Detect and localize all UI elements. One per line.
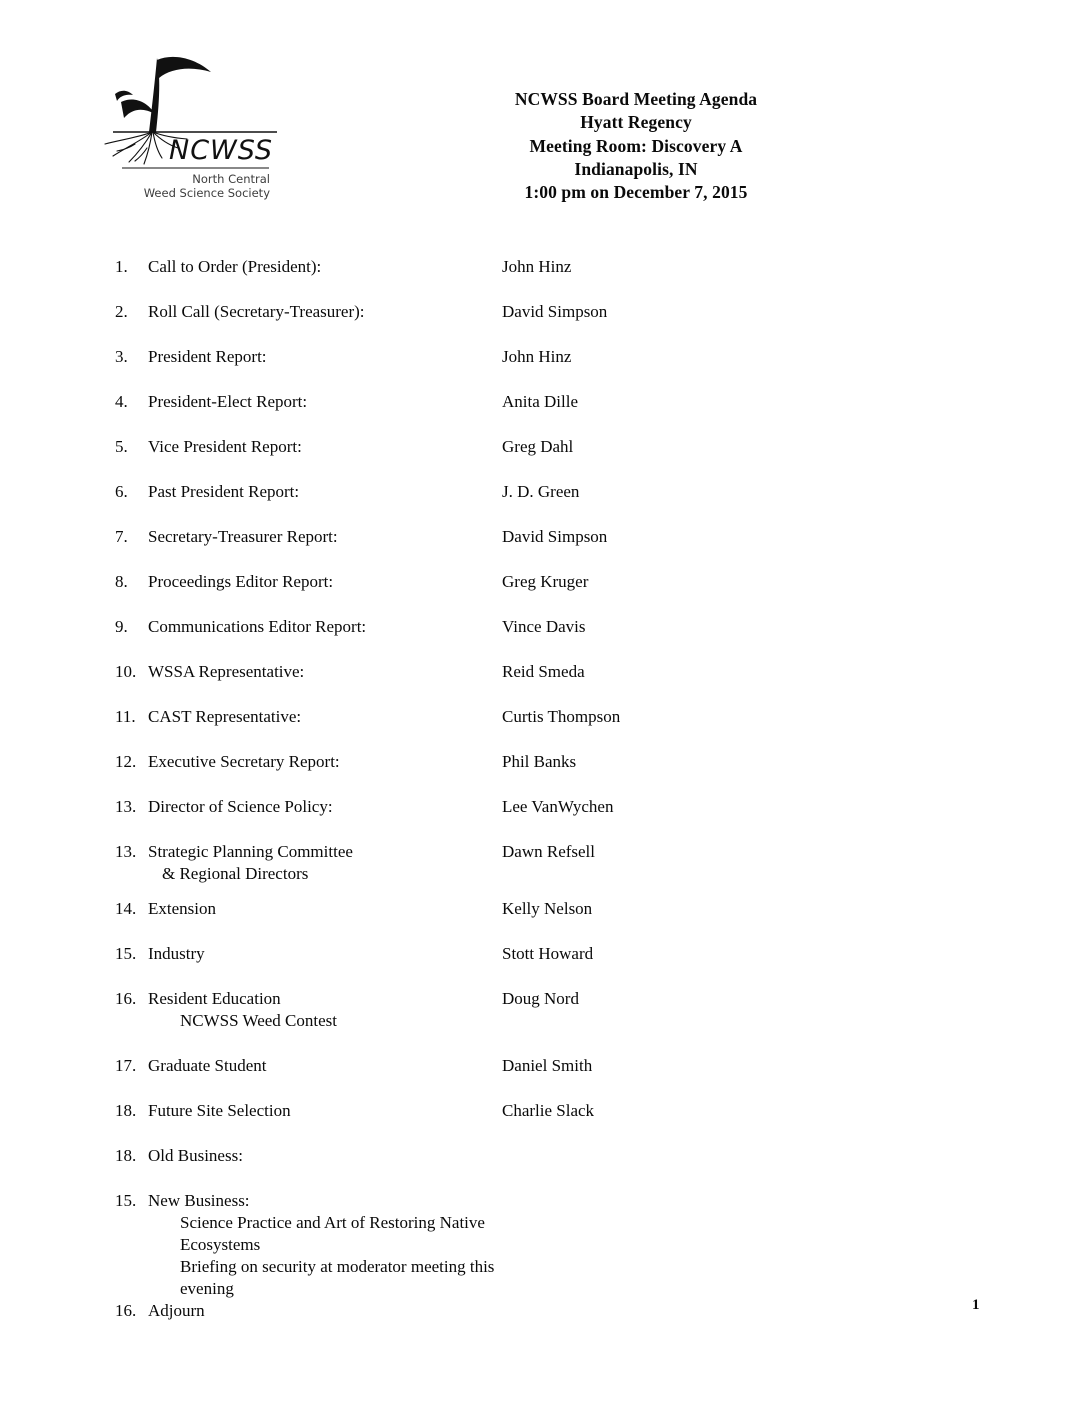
agenda-label: Strategic Planning Committee xyxy=(148,842,353,861)
agenda-sublines xyxy=(148,863,502,885)
agenda-label-cell xyxy=(148,1190,502,1300)
agenda-label-cell xyxy=(148,661,502,683)
agenda-label: CAST Representative: xyxy=(148,707,302,726)
agenda-label-cell xyxy=(148,301,502,323)
agenda-person xyxy=(502,1145,955,1167)
agenda-row xyxy=(115,1055,955,1077)
agenda-label: President-Elect Report: xyxy=(148,392,308,411)
agenda-label-cell xyxy=(148,751,502,773)
agenda-number: 16. xyxy=(115,989,137,1008)
header-city: Indianapolis, IN xyxy=(574,158,698,179)
agenda-label-cell xyxy=(148,706,502,728)
agenda-label-cell xyxy=(148,436,502,458)
agenda-number: 13. xyxy=(115,797,137,816)
agenda-number: 12. xyxy=(115,752,137,771)
agenda-row xyxy=(115,436,955,458)
agenda-number: 7. xyxy=(115,527,128,546)
agenda-subline: Briefing on security at moderator meeting this evening xyxy=(180,1257,495,1298)
agenda-row xyxy=(115,706,955,728)
agenda-label: Director of Science Policy: xyxy=(148,797,333,816)
logo-org-line2: Weed Science Society xyxy=(143,186,270,200)
agenda-number: 4. xyxy=(115,392,128,411)
agenda-label: Graduate Student xyxy=(148,1056,267,1075)
agenda-person: David Simpson xyxy=(502,527,608,546)
agenda-number: 6. xyxy=(115,482,128,501)
agenda-row xyxy=(115,841,955,885)
agenda-number: 13. xyxy=(115,842,137,861)
logo-org-line1: North Central xyxy=(192,172,270,186)
agenda-row xyxy=(115,1145,955,1167)
logo-acronym: NCWSS xyxy=(169,135,274,166)
header-room: Meeting Room: Discovery A xyxy=(529,135,743,156)
agenda-row xyxy=(115,526,955,548)
agenda-label: President Report: xyxy=(148,347,267,366)
agenda-person: Daniel Smith xyxy=(502,1056,593,1075)
agenda-label-cell xyxy=(148,988,502,1032)
agenda-label: Resident Education xyxy=(148,989,281,1008)
header-title: NCWSS Board Meeting Agenda xyxy=(514,89,758,109)
agenda-label: Industry xyxy=(148,944,205,963)
agenda-number: 15. xyxy=(115,944,137,963)
agenda-person: Charlie Slack xyxy=(502,1101,595,1120)
agenda-person: Doug Nord xyxy=(502,989,579,1008)
agenda-number: 10. xyxy=(115,662,137,681)
agenda-label: Past President Report: xyxy=(148,482,300,501)
page-header xyxy=(406,88,866,204)
agenda-person: Vince Davis xyxy=(502,617,586,636)
agenda-label-cell xyxy=(148,1300,502,1322)
agenda-number: 3. xyxy=(115,347,128,366)
agenda-number: 16. xyxy=(115,1301,137,1320)
header-datetime: 1:00 pm on December 7, 2015 xyxy=(524,182,748,203)
agenda-label: Old Business: xyxy=(148,1146,243,1165)
plant-seedling-icon xyxy=(95,52,291,204)
agenda-person: John Hinz xyxy=(502,257,572,276)
agenda-person: Lee VanWychen xyxy=(502,797,614,816)
agenda-label: Extension xyxy=(148,899,216,918)
agenda-row xyxy=(115,481,955,503)
agenda-label-cell xyxy=(148,391,502,413)
agenda-label: Roll Call (Secretary-Treasurer): xyxy=(148,302,365,321)
agenda-subline: & Regional Directors xyxy=(162,864,309,883)
agenda-person xyxy=(502,1300,955,1322)
agenda-row xyxy=(115,943,955,965)
agenda-label-cell xyxy=(148,796,502,818)
agenda-number: 15. xyxy=(115,1191,137,1210)
agenda-label: Future Site Selection xyxy=(148,1101,291,1120)
agenda-person: David Simpson xyxy=(502,302,608,321)
agenda-number: 1. xyxy=(115,257,128,276)
agenda-number: 11. xyxy=(115,707,136,726)
agenda-person: Stott Howard xyxy=(502,944,594,963)
agenda-row xyxy=(115,898,955,920)
agenda-number: 18. xyxy=(115,1146,137,1165)
agenda-label: Proceedings Editor Report: xyxy=(148,572,334,591)
agenda-label-cell xyxy=(148,346,502,368)
agenda-row xyxy=(115,301,955,323)
agenda-label-cell xyxy=(148,256,502,278)
agenda-label-cell xyxy=(148,943,502,965)
agenda-row xyxy=(115,616,955,638)
agenda-row xyxy=(115,346,955,368)
agenda-row xyxy=(115,1190,955,1300)
agenda-row xyxy=(115,571,955,593)
agenda-list xyxy=(115,256,955,1322)
agenda-label: Call to Order (President): xyxy=(148,257,322,276)
agenda-label-cell xyxy=(148,616,502,638)
agenda-row xyxy=(115,661,955,683)
agenda-person: Curtis Thompson xyxy=(502,707,621,726)
agenda-number: 5. xyxy=(115,437,128,456)
agenda-number: 2. xyxy=(115,302,128,321)
agenda-label: Communications Editor Report: xyxy=(148,617,367,636)
agenda-number: 14. xyxy=(115,899,137,918)
agenda-subline: Science Practice and Art of Restoring Native Ecosystems xyxy=(180,1213,485,1254)
agenda-person: Dawn Refsell xyxy=(502,842,596,861)
agenda-label-cell xyxy=(148,898,502,920)
agenda-number: 18. xyxy=(115,1101,137,1120)
agenda-person xyxy=(502,1190,955,1300)
agenda-label: New Business: xyxy=(148,1191,250,1210)
agenda-sublines xyxy=(148,1212,502,1300)
agenda-label: WSSA Representative: xyxy=(148,662,305,681)
agenda-label-cell xyxy=(148,1145,502,1167)
agenda-label-cell xyxy=(148,571,502,593)
agenda-person: Greg Kruger xyxy=(502,572,589,591)
agenda-number: 8. xyxy=(115,572,128,591)
agenda-person: Phil Banks xyxy=(502,752,577,771)
agenda-number: 9. xyxy=(115,617,128,636)
agenda-label: Adjourn xyxy=(148,1301,205,1320)
agenda-label: Vice President Report: xyxy=(148,437,302,456)
agenda-person: Kelly Nelson xyxy=(502,899,593,918)
agenda-label-cell xyxy=(148,526,502,548)
agenda-person: Anita Dille xyxy=(502,392,579,411)
page-number: 1 xyxy=(972,1297,980,1313)
ncwss-logo xyxy=(95,52,291,204)
agenda-row xyxy=(115,1100,955,1122)
agenda-label: Executive Secretary Report: xyxy=(148,752,340,771)
agenda-label-cell xyxy=(148,841,502,885)
agenda-row xyxy=(115,256,955,278)
agenda-label-cell xyxy=(148,1055,502,1077)
header-venue: Hyatt Regency xyxy=(580,112,692,133)
agenda-label-cell xyxy=(148,1100,502,1122)
agenda-person: John Hinz xyxy=(502,347,572,366)
agenda-person: J. D. Green xyxy=(502,482,580,501)
agenda-label-cell xyxy=(148,481,502,503)
agenda-number: 17. xyxy=(115,1056,137,1075)
agenda-row xyxy=(115,751,955,773)
agenda-row xyxy=(115,1300,955,1322)
agenda-row xyxy=(115,988,955,1032)
agenda-person: Reid Smeda xyxy=(502,662,585,681)
agenda-person: Greg Dahl xyxy=(502,437,574,456)
agenda-subline: NCWSS Weed Contest xyxy=(180,1011,337,1030)
agenda-sublines xyxy=(148,1010,502,1032)
agenda-label: Secretary-Treasurer Report: xyxy=(148,527,338,546)
agenda-row xyxy=(115,796,955,818)
agenda-row xyxy=(115,391,955,413)
